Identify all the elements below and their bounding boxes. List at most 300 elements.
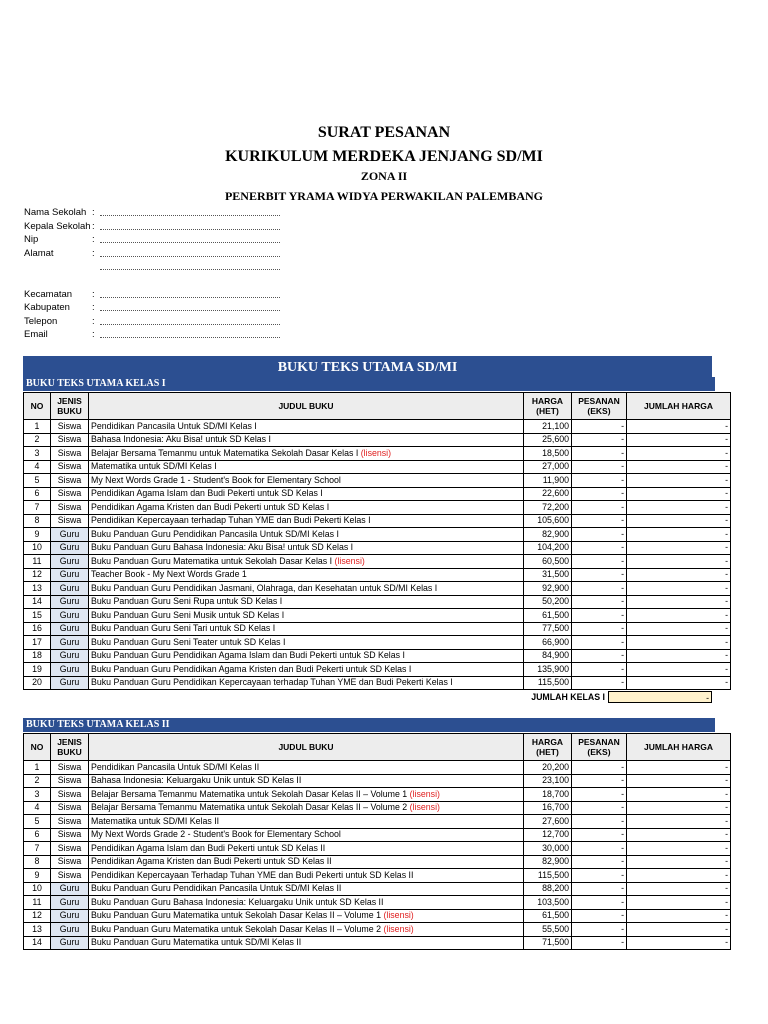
row-jenis: Siswa xyxy=(51,474,89,488)
row-jenis: Guru xyxy=(51,936,89,950)
row-jumlah: - xyxy=(627,896,731,910)
row-pesanan-input[interactable]: - xyxy=(572,761,627,775)
row-jenis: Siswa xyxy=(51,460,89,474)
row-jenis: Siswa xyxy=(51,842,89,856)
row-judul xyxy=(89,568,524,582)
col-judul: JUDUL BUKU xyxy=(89,734,524,761)
row-harga: 84,900 xyxy=(524,649,572,663)
row-jenis: Guru xyxy=(51,896,89,910)
row-harga: 18,700 xyxy=(524,788,572,802)
col-harga: HARGA (HET) xyxy=(524,393,572,420)
book-title: Teacher Book - My Next Words Grade 1 xyxy=(91,569,247,580)
form-input-line[interactable] xyxy=(100,260,280,270)
row-pesanan-input[interactable]: - xyxy=(572,636,627,650)
form-label xyxy=(24,260,92,274)
row-pesanan-input[interactable]: - xyxy=(572,622,627,636)
row-judul xyxy=(89,676,524,690)
table-row xyxy=(24,460,731,474)
form-colon: : xyxy=(92,207,95,218)
row-jenis: Guru xyxy=(51,595,89,609)
table-row xyxy=(24,420,731,434)
book-title: Bahasa Indonesia: Aku Bisa! untuk SD Kelas I xyxy=(91,434,271,445)
form-colon: : xyxy=(92,302,95,314)
row-no: 13 xyxy=(24,923,51,937)
table-row xyxy=(24,447,731,461)
license-tag: (lisensi) xyxy=(383,923,414,934)
form-row xyxy=(24,220,280,234)
row-jumlah: - xyxy=(627,936,731,950)
form-input-line[interactable] xyxy=(100,233,280,243)
col-pesanan: PESANAN (EKS) xyxy=(572,393,627,420)
book-title: Buku Panduan Guru Pendidikan Agama Kristen dan Budi Pekerti untuk SD Kelas I xyxy=(91,663,412,674)
form-row xyxy=(24,247,280,261)
row-pesanan-input[interactable]: - xyxy=(572,420,627,434)
book-title: Matematika untuk SD/MI Kelas I xyxy=(91,461,217,472)
table-row xyxy=(24,487,731,501)
form-colon xyxy=(92,260,100,274)
book-title: Pendidikan Pancasila Untuk SD/MI Kelas I xyxy=(91,420,257,431)
form-input-line[interactable] xyxy=(100,288,280,298)
table-row xyxy=(24,582,731,596)
row-harga: 27,000 xyxy=(524,460,572,474)
col-pesanan: PESANAN (EKS) xyxy=(572,734,627,761)
document-subtitle: KURIKULUM MERDEKA JENJANG SD/MI xyxy=(225,148,543,165)
row-jenis: Guru xyxy=(51,676,89,690)
table-row xyxy=(24,774,731,788)
kelas1-total-value[interactable]: - xyxy=(608,691,712,703)
table-row xyxy=(24,842,731,856)
row-harga: 135,900 xyxy=(524,663,572,677)
row-no: 10 xyxy=(24,541,51,555)
table-row xyxy=(24,474,731,488)
row-pesanan-input[interactable]: - xyxy=(572,774,627,788)
form-label: Telepon xyxy=(24,315,58,327)
row-judul xyxy=(89,501,524,515)
row-jenis: Guru xyxy=(51,649,89,663)
row-jumlah: - xyxy=(627,869,731,883)
row-jenis: Siswa xyxy=(51,869,89,883)
form-input-line[interactable] xyxy=(100,328,280,338)
book-title: Buku Panduan Guru Matematika untuk Sekolah Dasar Kelas II – Volume 2 xyxy=(91,923,381,934)
row-jumlah: - xyxy=(627,582,731,596)
row-pesanan-input[interactable]: - xyxy=(572,936,627,950)
form-colon: : xyxy=(92,315,95,327)
row-jumlah: - xyxy=(627,447,731,461)
row-jumlah: - xyxy=(627,774,731,788)
row-pesanan-input[interactable]: - xyxy=(572,842,627,856)
table-row xyxy=(24,788,731,802)
row-judul xyxy=(89,923,524,937)
row-no: 10 xyxy=(24,882,51,896)
row-harga: 72,200 xyxy=(524,501,572,515)
row-jenis: Siswa xyxy=(51,514,89,528)
form-label: Email xyxy=(24,329,48,341)
form-row xyxy=(24,233,280,247)
table-row xyxy=(24,555,731,569)
row-jenis: Guru xyxy=(51,663,89,677)
row-pesanan-input[interactable]: - xyxy=(572,528,627,542)
row-pesanan-input[interactable]: - xyxy=(572,501,627,515)
row-harga: 50,200 xyxy=(524,595,572,609)
book-title: Buku Panduan Guru Seni Tari untuk SD Kelas I xyxy=(91,623,276,634)
form-row xyxy=(24,288,280,302)
form-label: Nama Sekolah xyxy=(24,207,87,218)
table-row xyxy=(24,828,731,842)
row-no: 11 xyxy=(24,896,51,910)
table-row xyxy=(24,923,731,937)
kelas1-total-label: JUMLAH KELAS I xyxy=(531,692,605,702)
form-label: Alamat xyxy=(24,247,54,259)
row-no: 3 xyxy=(24,788,51,802)
col-no: NO xyxy=(24,734,51,761)
document-title: SURAT PESANAN xyxy=(317,124,451,141)
row-no: 1 xyxy=(24,420,51,434)
row-jenis: Siswa xyxy=(51,788,89,802)
row-jenis: Siswa xyxy=(51,801,89,815)
row-judul xyxy=(89,447,524,461)
row-jumlah: - xyxy=(627,433,731,447)
form-label: Kecamatan xyxy=(24,288,73,300)
row-jumlah: - xyxy=(627,923,731,937)
row-pesanan-input[interactable]: - xyxy=(572,460,627,474)
row-pesanan-input[interactable]: - xyxy=(572,788,627,802)
book-title: Pendidikan Agama Islam dan Budi Pekerti untuk SD Kelas II xyxy=(91,842,326,853)
row-harga: 31,500 xyxy=(524,568,572,582)
row-pesanan-input[interactable]: - xyxy=(572,801,627,815)
table-row xyxy=(24,815,731,829)
row-jenis: Siswa xyxy=(51,433,89,447)
form-row xyxy=(24,206,280,220)
book-title: Buku Panduan Guru Bahasa Indonesia: Aku Bisa! untuk SD Kelas I xyxy=(91,542,354,553)
row-no: 8 xyxy=(24,855,51,869)
row-harga: 25,600 xyxy=(524,433,572,447)
book-title: Belajar Bersama Temanmu Matematika untuk Sekolah Dasar Kelas II – Volume 1 xyxy=(91,788,408,799)
book-title: Matematika untuk SD/MI Kelas II xyxy=(91,815,220,826)
row-no: 19 xyxy=(24,663,51,677)
row-pesanan-input[interactable]: - xyxy=(572,555,627,569)
form-input-line[interactable] xyxy=(100,315,280,325)
row-judul xyxy=(89,855,524,869)
row-jenis: Siswa xyxy=(51,815,89,829)
book-title: Buku Panduan Guru Matematika untuk SD/MI Kelas II xyxy=(91,937,302,948)
row-harga: 11,900 xyxy=(524,474,572,488)
table-row xyxy=(24,882,731,896)
row-jumlah: - xyxy=(627,474,731,488)
license-tag: (lisensi) xyxy=(383,910,414,921)
form-spacer xyxy=(24,274,280,288)
row-jumlah: - xyxy=(627,622,731,636)
row-no: 12 xyxy=(24,568,51,582)
row-no: 2 xyxy=(24,774,51,788)
row-no: 15 xyxy=(24,609,51,623)
row-pesanan-input[interactable]: - xyxy=(572,855,627,869)
row-jumlah: - xyxy=(627,555,731,569)
row-judul xyxy=(89,528,524,542)
row-harga: 55,500 xyxy=(524,923,572,937)
row-no: 9 xyxy=(24,528,51,542)
row-jumlah: - xyxy=(627,595,731,609)
row-no: 6 xyxy=(24,828,51,842)
row-harga: 82,900 xyxy=(524,528,572,542)
row-pesanan-input[interactable]: - xyxy=(572,582,627,596)
row-jumlah: - xyxy=(627,761,731,775)
book-title: Buku Panduan Guru Bahasa Indonesia: Keluargaku Unik untuk SD Kelas II xyxy=(91,896,384,907)
row-harga: 61,500 xyxy=(524,609,572,623)
row-harga: 71,500 xyxy=(524,936,572,950)
row-jumlah: - xyxy=(627,609,731,623)
row-no: 7 xyxy=(24,501,51,515)
table-row xyxy=(24,761,731,775)
license-tag: (lisensi) xyxy=(334,555,365,566)
row-judul xyxy=(89,828,524,842)
row-harga: 104,200 xyxy=(524,541,572,555)
row-jumlah: - xyxy=(627,801,731,815)
table-row xyxy=(24,528,731,542)
school-info-form xyxy=(24,206,280,342)
row-judul xyxy=(89,869,524,883)
row-jenis: Guru xyxy=(51,582,89,596)
row-jenis: Siswa xyxy=(51,447,89,461)
row-no: 14 xyxy=(24,936,51,950)
book-title: Buku Panduan Guru Seni Teater untuk SD Kelas I xyxy=(91,636,286,647)
row-pesanan-input[interactable]: - xyxy=(572,568,627,582)
row-jumlah: - xyxy=(627,855,731,869)
row-judul xyxy=(89,936,524,950)
row-pesanan-input[interactable]: - xyxy=(572,649,627,663)
form-row xyxy=(24,301,280,315)
form-label: Nip xyxy=(24,234,39,246)
row-jumlah: - xyxy=(627,460,731,474)
row-no: 7 xyxy=(24,842,51,856)
row-pesanan-input[interactable]: - xyxy=(572,474,627,488)
row-no: 5 xyxy=(24,815,51,829)
row-jenis: Guru xyxy=(51,909,89,923)
row-pesanan-input[interactable]: - xyxy=(572,676,627,690)
row-harga: 27,600 xyxy=(524,815,572,829)
book-title: Pendidikan Kepercayaan terhadap Tuhan YME dan Budi Pekerti Kelas I xyxy=(91,515,371,526)
row-jenis: Siswa xyxy=(51,761,89,775)
table-row xyxy=(24,855,731,869)
row-pesanan-input[interactable]: - xyxy=(572,663,627,677)
row-pesanan-input[interactable]: - xyxy=(572,909,627,923)
book-title: Buku Panduan Guru Matematika untuk Sekolah Dasar Kelas II – Volume 1 xyxy=(91,910,381,921)
row-no: 3 xyxy=(24,447,51,461)
table-row xyxy=(24,541,731,555)
row-harga: 88,200 xyxy=(524,882,572,896)
row-jenis: Siswa xyxy=(51,828,89,842)
form-label: Kabupaten xyxy=(24,302,70,314)
row-harga: 82,900 xyxy=(524,855,572,869)
table-row xyxy=(24,595,731,609)
row-jenis: Guru xyxy=(51,622,89,636)
row-no: 13 xyxy=(24,582,51,596)
row-no: 4 xyxy=(24,460,51,474)
row-jumlah: - xyxy=(627,636,731,650)
row-pesanan-input[interactable]: - xyxy=(572,487,627,501)
form-input-line[interactable] xyxy=(100,206,280,216)
book-title: Belajar Bersama Temanmu untuk Matematika Sekolah Dasar Kelas I xyxy=(91,447,359,458)
table-row xyxy=(24,676,731,690)
row-judul xyxy=(89,433,524,447)
row-pesanan-input[interactable]: - xyxy=(572,923,627,937)
row-no: 12 xyxy=(24,909,51,923)
row-jumlah: - xyxy=(627,420,731,434)
row-judul xyxy=(89,582,524,596)
row-harga: 12,700 xyxy=(524,828,572,842)
row-judul xyxy=(89,663,524,677)
table-row xyxy=(24,433,731,447)
zone-label: ZONA II xyxy=(360,169,408,183)
license-tag: (lisensi) xyxy=(360,447,392,458)
license-tag: (lisensi) xyxy=(409,788,440,799)
book-title: Pendidikan Kepercayaan Terhadap Tuhan YME dan Budi Pekerti untuk SD Kelas II xyxy=(91,869,414,880)
row-jenis: Guru xyxy=(51,568,89,582)
row-harga: 115,500 xyxy=(524,869,572,883)
row-pesanan-input[interactable]: - xyxy=(572,541,627,555)
form-colon: : xyxy=(92,288,95,300)
table-row xyxy=(24,636,731,650)
table-row xyxy=(24,501,731,515)
row-pesanan-input[interactable]: - xyxy=(572,828,627,842)
row-no: 2 xyxy=(24,433,51,447)
row-judul xyxy=(89,801,524,815)
row-harga: 66,900 xyxy=(524,636,572,650)
publisher-label: PENERBIT YRAMA WIDYA PERWAKILAN PALEMBANG xyxy=(224,189,544,203)
row-jenis: Guru xyxy=(51,541,89,555)
table-row xyxy=(24,909,731,923)
col-harga: HARGA (HET) xyxy=(524,734,572,761)
book-title: Buku Panduan Guru Matematika untuk Sekolah Dasar Kelas I xyxy=(91,555,333,566)
table-row xyxy=(24,568,731,582)
row-judul xyxy=(89,514,524,528)
row-judul xyxy=(89,487,524,501)
row-no: 4 xyxy=(24,801,51,815)
row-judul xyxy=(89,622,524,636)
row-no: 5 xyxy=(24,474,51,488)
row-harga: 22,600 xyxy=(524,487,572,501)
row-jumlah: - xyxy=(627,568,731,582)
row-judul xyxy=(89,649,524,663)
book-title: Bahasa Indonesia: Keluargaku Unik untuk SD Kelas II xyxy=(91,775,302,786)
row-jenis: Guru xyxy=(51,555,89,569)
row-judul xyxy=(89,788,524,802)
row-jumlah: - xyxy=(627,882,731,896)
row-no: 8 xyxy=(24,514,51,528)
form-colon: : xyxy=(92,234,95,246)
kelas1-total-row xyxy=(23,691,712,704)
row-harga: 77,500 xyxy=(524,622,572,636)
row-no: 18 xyxy=(24,649,51,663)
row-pesanan-input[interactable]: - xyxy=(572,595,627,609)
row-pesanan-input[interactable]: - xyxy=(572,815,627,829)
row-judul xyxy=(89,636,524,650)
row-harga: 60,500 xyxy=(524,555,572,569)
row-jenis: Siswa xyxy=(51,487,89,501)
row-jumlah: - xyxy=(627,842,731,856)
form-colon: : xyxy=(92,247,95,259)
row-jenis: Guru xyxy=(51,923,89,937)
row-jumlah: - xyxy=(627,815,731,829)
row-harga: 115,500 xyxy=(524,676,572,690)
col-jenis: JENIS BUKU xyxy=(51,734,89,761)
form-colon: : xyxy=(92,329,95,341)
row-jenis: Guru xyxy=(51,609,89,623)
row-no: 14 xyxy=(24,595,51,609)
row-no: 6 xyxy=(24,487,51,501)
col-judul: JUDUL BUKU xyxy=(89,393,524,420)
row-jumlah: - xyxy=(627,514,731,528)
form-input-line[interactable] xyxy=(100,247,280,257)
form-input-line[interactable] xyxy=(100,301,280,311)
row-judul xyxy=(89,595,524,609)
book-title: Pendidikan Agama Islam dan Budi Pekerti untuk SD Kelas I xyxy=(91,488,323,499)
row-judul xyxy=(89,420,524,434)
row-jenis: Guru xyxy=(51,528,89,542)
form-input-line[interactable] xyxy=(100,220,280,230)
book-title: Belajar Bersama Temanmu Matematika untuk Sekolah Dasar Kelas II – Volume 2 xyxy=(91,802,408,813)
col-jumlah: JUMLAH HARGA xyxy=(627,393,731,420)
form-row xyxy=(24,315,280,329)
row-judul xyxy=(89,541,524,555)
row-pesanan-input[interactable]: - xyxy=(572,896,627,910)
form-label: Kepala Sekolah xyxy=(24,220,91,232)
row-jumlah: - xyxy=(627,909,731,923)
form-row xyxy=(24,328,280,342)
row-pesanan-input[interactable]: - xyxy=(572,447,627,461)
kelas2-title: BUKU TEKS UTAMA KELAS II xyxy=(23,718,715,732)
row-no: 9 xyxy=(24,869,51,883)
row-pesanan-input[interactable]: - xyxy=(572,514,627,528)
table-row xyxy=(24,896,731,910)
row-pesanan-input[interactable]: - xyxy=(572,869,627,883)
row-judul xyxy=(89,882,524,896)
row-jumlah: - xyxy=(627,788,731,802)
row-no: 20 xyxy=(24,676,51,690)
row-judul xyxy=(89,842,524,856)
section-banner: BUKU TEKS UTAMA SD/MI xyxy=(23,356,712,378)
kelas2-table xyxy=(23,733,731,950)
table-row xyxy=(24,622,731,636)
row-judul xyxy=(89,555,524,569)
row-judul xyxy=(89,460,524,474)
col-no: NO xyxy=(24,393,51,420)
row-pesanan-input[interactable]: - xyxy=(572,609,627,623)
book-title: My Next Words Grade 1 - Student's Book for Elementary School xyxy=(91,474,341,485)
row-judul xyxy=(89,774,524,788)
row-harga: 23,100 xyxy=(524,774,572,788)
row-pesanan-input[interactable]: - xyxy=(572,433,627,447)
book-title: Buku Panduan Guru Pendidikan Jasmani, Olahraga, dan Kesehatan untuk SD/MI Kelas I xyxy=(91,582,438,593)
table-row xyxy=(24,801,731,815)
row-harga: 18,500 xyxy=(524,447,572,461)
row-jumlah: - xyxy=(627,676,731,690)
row-jumlah: - xyxy=(627,487,731,501)
table-row xyxy=(24,609,731,623)
row-jumlah: - xyxy=(627,663,731,677)
row-pesanan-input[interactable]: - xyxy=(572,882,627,896)
col-jenis: JENIS BUKU xyxy=(51,393,89,420)
row-harga: 103,500 xyxy=(524,896,572,910)
row-jenis: Siswa xyxy=(51,774,89,788)
row-jumlah: - xyxy=(627,528,731,542)
row-jenis: Siswa xyxy=(51,855,89,869)
kelas1-table xyxy=(23,392,731,690)
book-title: Buku Panduan Guru Seni Rupa untuk SD Kelas I xyxy=(91,596,283,607)
table-row xyxy=(24,936,731,950)
book-title: My Next Words Grade 2 - Student's Book for Elementary School xyxy=(91,829,341,840)
col-jumlah: JUMLAH HARGA xyxy=(627,734,731,761)
table-row xyxy=(24,649,731,663)
